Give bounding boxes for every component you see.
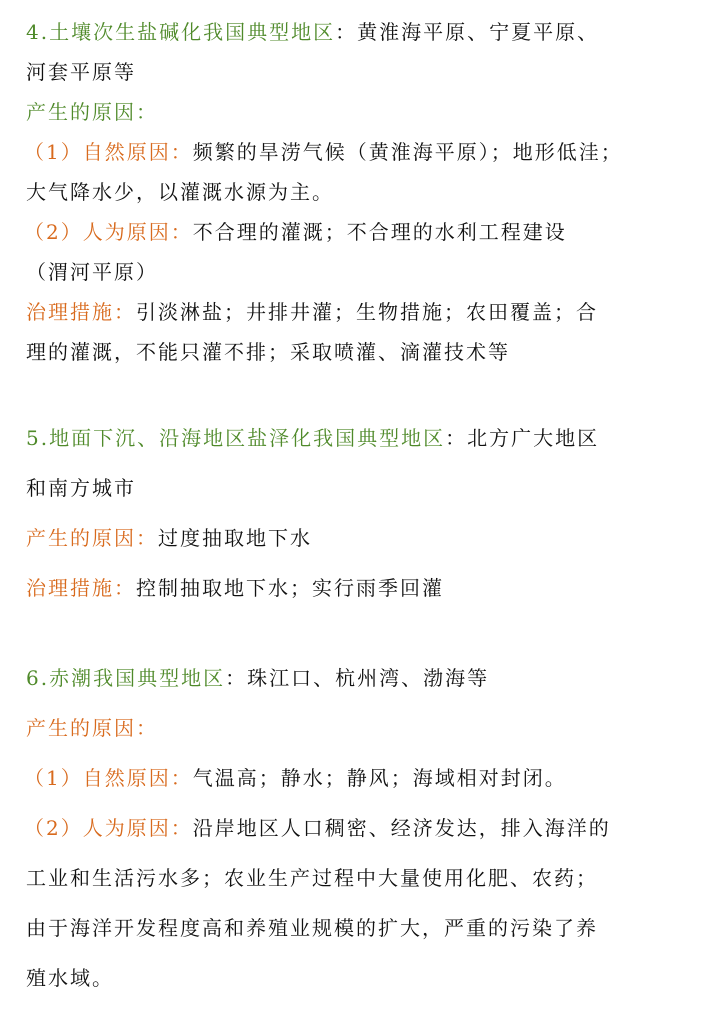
section4-human-label: （2）人为原因： — [24, 220, 193, 244]
section5-measures-line — [26, 574, 702, 602]
section4-human-text-2: （渭河平原） — [26, 260, 158, 284]
section5-cause-line — [26, 524, 702, 552]
section4-heading-line — [26, 18, 702, 46]
section4-human-line-2 — [26, 258, 702, 286]
section4-natural-label: （1）自然原因： — [24, 140, 193, 164]
section4-measures-text-2: 理的灌溉，不能只灌不排；采取喷灌、滴灌技术等 — [26, 340, 510, 364]
section6-heading-colon: ： — [225, 666, 248, 690]
section6-human-line — [24, 814, 702, 842]
section5-heading-value-1: 北方广大地区 — [467, 426, 600, 450]
section6-human-line-3 — [26, 914, 702, 942]
section4-cause-line — [26, 98, 702, 126]
section4-measures-label: 治理措施： — [26, 300, 136, 324]
section4-natural-line — [24, 138, 702, 166]
section4-measures-line-2 — [26, 338, 702, 366]
section4-heading-colon: ： — [335, 20, 358, 44]
section4-heading-line-2 — [26, 58, 702, 86]
section4-cause-label: 产生的原因： — [26, 100, 158, 124]
section6-human-text-1: 沿岸地区人口稠密、经济发达，排入海洋的 — [192, 816, 611, 840]
section6-human-text-3: 由于海洋开发程度高和养殖业规模的扩大，严重的污染了养 — [26, 916, 598, 940]
section5-cause-text: 过度抽取地下水 — [158, 526, 312, 550]
section6-human-text-2: 工业和生活污水多；农业生产过程中大量使用化肥、农药； — [26, 866, 598, 890]
section6-heading: 6.赤潮我国典型地区 — [26, 666, 226, 690]
section5-measures-text: 控制抽取地下水；实行雨季回灌 — [136, 576, 444, 600]
section5-cause-label: 产生的原因： — [26, 526, 158, 550]
section6-heading-value: 珠江口、杭州湾、渤海等 — [247, 666, 490, 690]
section6-human-line-2 — [26, 864, 702, 892]
section5-heading: 5.地面下沉、沿海地区盐泽化我国典型地区 — [26, 426, 446, 450]
section5-measures-label: 治理措施： — [26, 576, 136, 600]
section5-heading-line — [26, 424, 702, 452]
section5-heading-line-2 — [26, 474, 702, 502]
section6-natural-label: （1）自然原因： — [24, 766, 193, 790]
section4-measures-text-1: 引淡淋盐；井排井灌；生物措施；农田覆盖；合 — [136, 300, 598, 324]
section5-heading-colon: ： — [445, 426, 468, 450]
section4-heading: 4.土壤次生盐碱化我国典型地区 — [26, 20, 336, 44]
section4-human-text-1: 不合理的灌溉；不合理的水利工程建设 — [192, 220, 567, 244]
section6-cause-line — [26, 714, 702, 742]
section6-human-line-4 — [26, 964, 702, 992]
section4-heading-value-2: 河套平原等 — [26, 60, 136, 84]
section4-natural-text-1: 频繁的旱涝气候（黄淮海平原）；地形低洼； — [192, 140, 623, 164]
section4-measures-line — [26, 298, 702, 326]
section4-human-line — [24, 218, 702, 246]
section4-natural-line-2 — [26, 178, 702, 206]
section5-heading-value-2: 和南方城市 — [26, 476, 136, 500]
section6-natural-text: 气温高；静水；静风；海域相对封闭。 — [192, 766, 567, 790]
section6-human-text-4: 殖水域。 — [26, 966, 114, 990]
section4-heading-value-1: 黄淮海平原、宁夏平原、 — [357, 20, 600, 44]
section6-cause-label: 产生的原因： — [26, 716, 158, 740]
section6-heading-line — [26, 664, 702, 692]
section6-human-label: （2）人为原因： — [24, 816, 193, 840]
section6-natural-line — [24, 764, 702, 792]
section4-natural-text-2: 大气降水少，以灌溉水源为主。 — [26, 180, 334, 204]
